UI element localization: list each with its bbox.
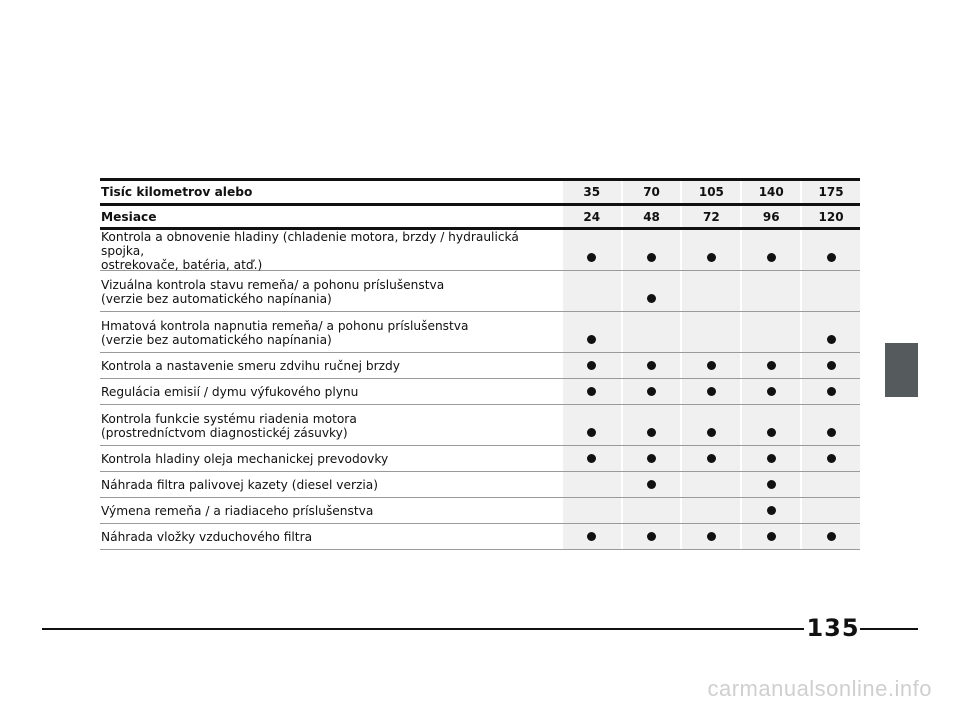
bullet-icon [707,361,716,370]
row-label [100,379,563,404]
table-row [100,498,860,524]
row-label [100,472,563,497]
row-cell-1 [563,405,621,445]
row-cell-4 [742,312,800,352]
header-months-5: 120 [802,206,860,227]
bullet-icon [647,532,656,541]
bullet-icon [827,253,836,262]
table-row [100,271,860,312]
header-months-3: 72 [682,206,740,227]
row-cell-4 [742,379,800,404]
header-km-3: 105 [682,181,740,203]
row-cell-2 [623,271,681,311]
bullet-icon [767,506,776,515]
bullet-icon [587,454,596,463]
row-cell-2 [623,312,681,352]
page-number: 135 [806,614,860,642]
table-row [100,230,860,271]
row-cell-3 [682,524,740,549]
bullet-icon [587,361,596,370]
header-km-5: 175 [802,181,860,203]
bullet-icon [707,428,716,437]
row-cell-2 [623,379,681,404]
table-row [100,353,860,379]
row-label-line1: Výmena remeňa / a riadiaceho príslušenstva [101,503,374,518]
header-months-2: 48 [623,206,681,227]
row-cell-5 [802,405,860,445]
row-cell-1 [563,379,621,404]
row-cell-1 [563,498,621,523]
bullet-icon [707,387,716,396]
bullet-icon [647,387,656,396]
row-cell-4 [742,524,800,549]
row-cell-5 [802,353,860,378]
bullet-icon [707,532,716,541]
header-row-km [100,181,860,206]
row-label-line1: Vizuálna kontrola stavu remeňa/ a pohonu príslušenstva [101,278,445,292]
bullet-icon [767,253,776,262]
row-cell-4 [742,498,800,523]
bullet-icon [767,428,776,437]
row-cell-3 [682,353,740,378]
row-label-line2: ostrekovače, batéria, atď.) [101,258,263,272]
row-label-line1: Kontrola hladiny oleja mechanickej prevodovky [101,451,389,466]
row-cell-5 [802,472,860,497]
table-row [100,312,860,353]
row-cell-1 [563,271,621,311]
maintenance-table [100,178,860,550]
row-cell-3 [682,312,740,352]
row-cell-1 [563,472,621,497]
row-cell-2 [623,446,681,471]
bullet-icon [767,480,776,489]
bullet-icon [827,454,836,463]
row-label-line1: Kontrola a nastavenie smeru zdvihu ručnej brzdy [101,358,400,373]
row-cell-4 [742,446,800,471]
row-label-line2: (verzie bez automatického napínania) [101,333,332,347]
row-cell-3 [682,498,740,523]
row-cell-1 [563,353,621,378]
bullet-icon [587,335,596,344]
row-label-line1: Kontrola funkcie systému riadenia motora [101,412,357,426]
bullet-icon [767,532,776,541]
table-row [100,524,860,550]
row-cell-2 [623,524,681,549]
row-cell-3 [682,405,740,445]
row-cell-5 [802,524,860,549]
row-cell-5 [802,230,860,270]
bullet-icon [647,294,656,303]
table-row [100,405,860,446]
row-label [100,271,563,311]
row-cell-4 [742,472,800,497]
table-row [100,446,860,472]
row-cell-4 [742,353,800,378]
row-label [100,230,563,270]
bullet-icon [647,361,656,370]
row-cell-3 [682,446,740,471]
row-label-line1: Kontrola a obnovenie hladiny (chladenie motora, brzdy / hydraulická spojka, [101,230,519,258]
header-km-label: Tisíc kilometrov alebo [101,185,253,199]
header-km-4: 140 [742,181,800,203]
row-cell-2 [623,472,681,497]
chapter-tab [885,343,918,397]
bullet-icon [827,335,836,344]
row-label [100,498,563,523]
row-label-line1: Náhrada filtra palivovej kazety (diesel verzia) [101,477,378,492]
row-cell-3 [682,271,740,311]
row-cell-2 [623,353,681,378]
header-km-1: 35 [563,181,621,203]
row-cell-5 [802,498,860,523]
table-row [100,472,860,498]
bullet-icon [827,387,836,396]
row-label [100,353,563,378]
row-label-line1: Regulácia emisií / dymu výfukového plynu [101,384,359,399]
bullet-icon [647,428,656,437]
row-label-line2: (prostredníctvom diagnostickéj zásuvky) [101,426,348,440]
table-row [100,379,860,405]
row-cell-1 [563,230,621,270]
row-cell-5 [802,446,860,471]
row-cell-5 [802,312,860,352]
row-cell-5 [802,271,860,311]
row-label [100,405,563,445]
bullet-icon [827,428,836,437]
row-cell-2 [623,230,681,270]
row-label [100,446,563,471]
row-cell-3 [682,230,740,270]
bullet-icon [587,387,596,396]
row-label [100,524,563,549]
bullet-icon [587,428,596,437]
table-body [100,230,860,550]
bullet-icon [707,253,716,262]
bullet-icon [587,253,596,262]
row-cell-4 [742,271,800,311]
header-months-4: 96 [742,206,800,227]
row-label-line1: Náhrada vložky vzduchového filtra [101,529,313,544]
bullet-icon [767,454,776,463]
bullet-icon [827,361,836,370]
row-cell-3 [682,379,740,404]
row-cell-5 [802,379,860,404]
row-cell-3 [682,472,740,497]
bullet-icon [767,361,776,370]
row-cell-2 [623,498,681,523]
bullet-icon [827,532,836,541]
header-row-months [100,206,860,230]
row-label-line2: (verzie bez automatického napínania) [101,292,332,306]
header-km-2: 70 [623,181,681,203]
bullet-icon [767,387,776,396]
bullet-icon [647,454,656,463]
header-months-1: 24 [563,206,621,227]
bullet-icon [587,532,596,541]
footer-rule-right [860,628,918,630]
header-months-label: Mesiace [101,209,157,224]
row-cell-1 [563,312,621,352]
bullet-icon [647,253,656,262]
footer-rule-left [42,628,804,630]
row-cell-1 [563,524,621,549]
row-label-line1: Hmatová kontrola napnutia remeňa/ a pohonu príslušenstva [101,319,469,333]
watermark: carmanualsonline.info [707,676,932,701]
row-cell-2 [623,405,681,445]
row-cell-4 [742,230,800,270]
bullet-icon [707,454,716,463]
row-cell-4 [742,405,800,445]
row-label [100,312,563,352]
bullet-icon [647,480,656,489]
row-cell-1 [563,446,621,471]
